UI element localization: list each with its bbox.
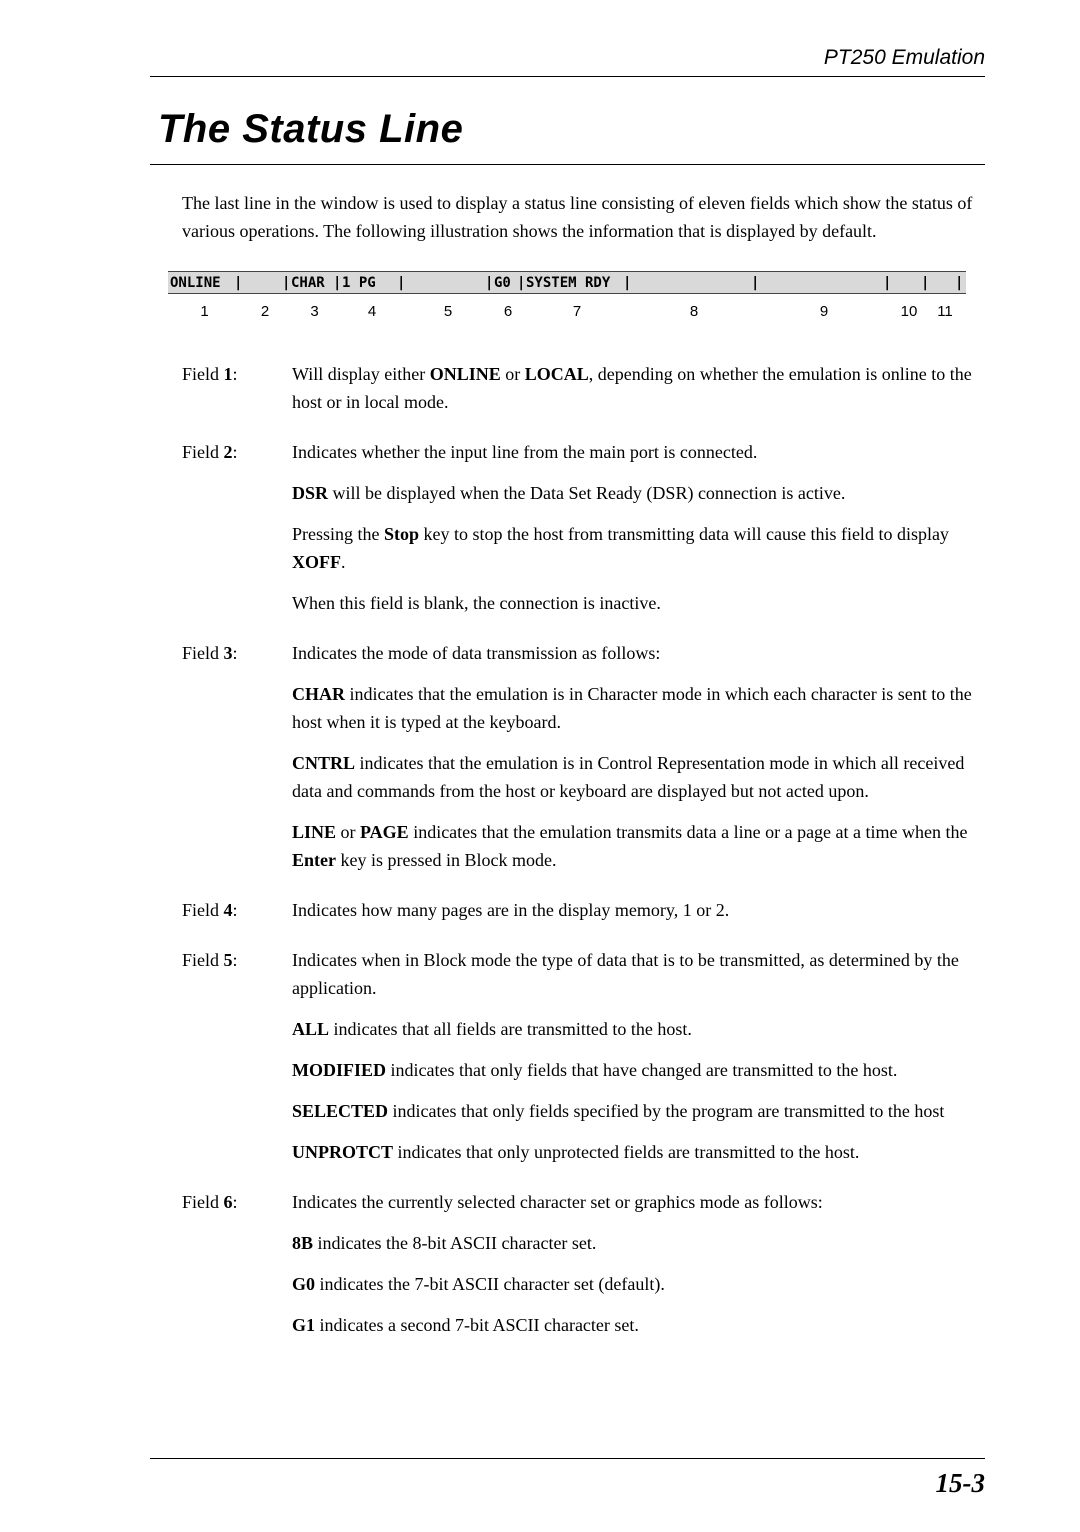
status-field-number: 11: [937, 303, 953, 320]
footer-rule: [150, 1458, 985, 1459]
field-row: [182, 639, 985, 874]
field-paragraph: 8B indicates the 8-bit ASCII character set.: [292, 1233, 597, 1253]
intro-paragraph: The last line in the window is used to display a status line consisting of eleven fields which show the status of various operations. The following illustration shows the information that is displayed by default.: [182, 193, 973, 241]
field-row: [182, 438, 985, 617]
status-field-number: 10: [900, 303, 918, 320]
field-paragraph: CHAR indicates that the emulation is in Character mode in which each character is sent to the host when it is typed at the keyboard.: [292, 684, 972, 732]
field-body: [292, 896, 729, 924]
field-paragraph: Indicates the currently selected character set or graphics mode as follows:: [292, 1192, 823, 1212]
field-paragraph: Pressing the Stop key to stop the host from transmitting data will cause this field to display XOFF.: [292, 524, 949, 572]
field-label: Field 6:: [182, 1192, 238, 1212]
status-field-divider: |: [397, 274, 406, 291]
field-paragraph: Will display either ONLINE or LOCAL, depending on whether the emulation is online to the host or in local mode.: [292, 364, 972, 412]
status-line-numbers: [168, 303, 966, 320]
field-body: [292, 1188, 823, 1339]
status-field-cell: G0: [494, 274, 511, 291]
field-paragraph: Indicates whether the input line from the main port is connected.: [292, 442, 758, 462]
status-field-divider: |: [921, 274, 930, 291]
fields-list: [0, 360, 1080, 1339]
field-label: Field 5:: [182, 950, 238, 970]
field-paragraph: LINE or PAGE indicates that the emulation transmits data a line or a page at a time when the Enter key is pressed in Block mode.: [292, 822, 968, 870]
field-body: [292, 946, 982, 1166]
running-header: PT250 Emulation: [823, 46, 985, 69]
status-field-number: 9: [819, 303, 829, 320]
status-field-number: 4: [367, 303, 377, 320]
field-paragraph: Indicates the mode of data transmission as follows:: [292, 643, 661, 663]
status-field-divider: |: [282, 274, 291, 291]
field-paragraph: MODIFIED indicates that only fields that have changed are transmitted to the host.: [292, 1060, 898, 1080]
status-field-cell: SYSTEM RDY: [526, 274, 611, 291]
field-paragraph: When this field is blank, the connection is inactive.: [292, 593, 661, 613]
status-field-cell: 1 PG: [342, 274, 376, 291]
field-paragraph: ALL indicates that all fields are transmitted to the host.: [292, 1019, 692, 1039]
title-rule: [150, 164, 985, 165]
field-paragraph: Indicates when in Block mode the type of data that is to be transmitted, as determined by the application.: [292, 950, 959, 998]
status-field-number: 5: [443, 303, 453, 320]
field-label: Field 2:: [182, 442, 238, 462]
status-field-divider: |: [623, 274, 632, 291]
status-field-number: 8: [689, 303, 699, 320]
status-field-divider: |: [517, 274, 526, 291]
page-title: The Status Line: [158, 107, 464, 151]
field-row: [182, 360, 985, 416]
status-field-divider: |: [234, 274, 243, 291]
field-body: [292, 438, 982, 617]
field-paragraph: G0 indicates the 7-bit ASCII character set (default).: [292, 1274, 665, 1294]
status-line-strip: [168, 271, 966, 294]
field-label: Field 1:: [182, 364, 238, 384]
field-row: [182, 1188, 985, 1339]
field-body: [292, 639, 982, 874]
status-field-divider: |: [751, 274, 760, 291]
status-field-number: 2: [260, 303, 270, 320]
status-field-number: 1: [200, 303, 209, 320]
field-paragraph: G1 indicates a second 7-bit ASCII character set.: [292, 1315, 639, 1335]
field-label: Field 4:: [182, 900, 238, 920]
status-field-divider: |: [883, 274, 892, 291]
field-paragraph: SELECTED indicates that only fields specified by the program are transmitted to the host: [292, 1101, 945, 1121]
status-field-cell: ONLINE: [170, 274, 221, 291]
field-paragraph: CNTRL indicates that the emulation is in Control Representation mode in which all received data and commands from the host or keyboard are displayed but not acted upon.: [292, 753, 965, 801]
status-field-number: 3: [310, 303, 319, 320]
page-number: 15-3: [935, 1468, 985, 1498]
status-field-divider: |: [333, 274, 342, 291]
field-paragraph: DSR will be displayed when the Data Set Ready (DSR) connection is active.: [292, 483, 846, 503]
field-label: Field 3:: [182, 643, 238, 663]
field-row: [182, 896, 985, 924]
field-paragraph: Indicates how many pages are in the display memory, 1 or 2.: [292, 900, 730, 920]
status-field-number: 7: [572, 303, 582, 320]
status-field-number: 6: [503, 303, 513, 320]
status-field-divider: |: [485, 274, 494, 291]
status-field-cell: CHAR: [291, 274, 325, 291]
status-field-divider: |: [955, 274, 964, 291]
field-paragraph: UNPROTCT indicates that only unprotected fields are transmitted to the host.: [292, 1142, 860, 1162]
field-body: [292, 360, 982, 416]
field-row: [182, 946, 985, 1166]
header-rule: [150, 76, 985, 77]
